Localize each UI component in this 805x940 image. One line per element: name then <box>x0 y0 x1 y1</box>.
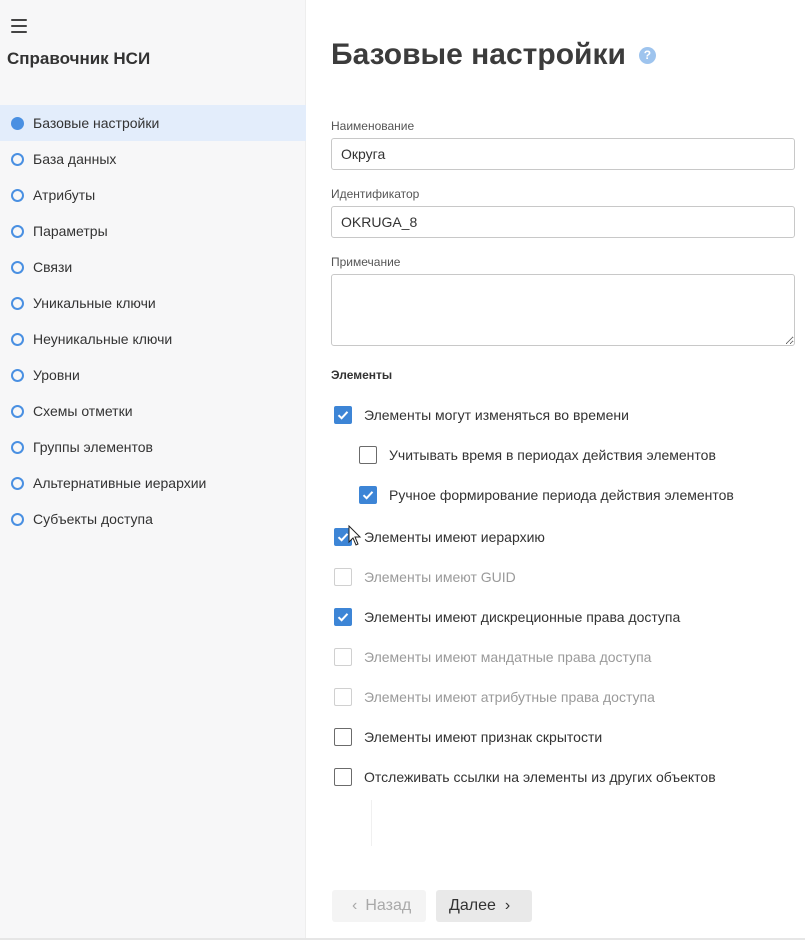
identifier-label: Идентификатор <box>331 187 420 201</box>
help-icon[interactable]: ? <box>639 47 656 64</box>
radio-icon <box>11 189 24 202</box>
radio-icon <box>11 513 24 526</box>
radio-icon <box>11 369 24 382</box>
sidebar-item-label: Субъекты доступа <box>33 511 153 527</box>
elements-section-label: Элементы <box>331 368 393 382</box>
mouse-cursor-icon <box>348 525 362 547</box>
checkbox-icon[interactable] <box>334 768 352 786</box>
radio-icon <box>11 297 24 310</box>
sidebar <box>0 0 306 940</box>
main-content <box>331 0 795 940</box>
divider <box>371 800 372 846</box>
radio-icon <box>11 117 24 130</box>
sidebar-nav <box>0 105 306 537</box>
sidebar-item-label: Базовые настройки <box>33 115 160 131</box>
checkbox-label: Элементы имеют атрибутные права доступа <box>364 689 655 705</box>
sidebar-item[interactable] <box>0 357 306 393</box>
sidebar-item[interactable] <box>0 285 306 321</box>
checkbox-checked-icon[interactable] <box>334 406 352 424</box>
sidebar-item-label: Группы элементов <box>33 439 153 455</box>
checkbox-row[interactable] <box>359 486 734 504</box>
checkbox-row <box>334 568 516 586</box>
next-button-label: Далее <box>449 897 496 914</box>
sidebar-item-label: Атрибуты <box>33 187 96 203</box>
sidebar-item-label: Неуникальные ключи <box>33 331 173 347</box>
page-title <box>331 38 656 72</box>
checkbox-label: Отслеживать ссылки на элементы из других объектов <box>364 769 716 785</box>
checkbox-label: Элементы имеют признак скрытости <box>364 729 603 745</box>
chevron-right-icon: › <box>504 897 511 914</box>
radio-icon <box>11 225 24 238</box>
checkbox-row[interactable] <box>359 446 716 464</box>
checkbox-icon <box>334 568 352 586</box>
checkbox-row[interactable] <box>334 406 629 424</box>
checkbox-label: Элементы имеют иерархию <box>364 529 545 545</box>
app-title: Справочник НСИ <box>7 49 151 68</box>
sidebar-item[interactable] <box>0 213 306 249</box>
radio-icon <box>11 477 24 490</box>
chevron-left-icon: ‹ <box>352 897 358 914</box>
checkbox-row <box>334 688 655 706</box>
radio-icon <box>11 333 24 346</box>
checkbox-row[interactable] <box>334 608 680 626</box>
sidebar-item[interactable] <box>0 321 306 357</box>
note-label: Примечание <box>331 255 401 269</box>
sidebar-item-label: База данных <box>33 151 117 167</box>
checkbox-icon[interactable] <box>334 728 352 746</box>
checkbox-label: Элементы имеют мандатные права доступа <box>364 649 652 665</box>
sidebar-item[interactable] <box>0 501 306 537</box>
checkbox-row[interactable] <box>334 528 545 546</box>
note-textarea[interactable] <box>331 274 795 346</box>
checkbox-label: Элементы имеют дискреционные права доступа <box>364 609 681 625</box>
sidebar-item-label: Уровни <box>33 367 80 383</box>
checkbox-checked-icon[interactable] <box>334 608 352 626</box>
page-title-text: Базовые настройки <box>331 38 626 71</box>
sidebar-item[interactable] <box>0 177 306 213</box>
checkbox-label: Элементы могут изменяться во времени <box>364 407 629 423</box>
checkbox-row[interactable] <box>334 728 602 746</box>
sidebar-item-label: Параметры <box>33 223 108 239</box>
sidebar-item-label: Схемы отметки <box>33 403 133 419</box>
checkbox-checked-icon[interactable] <box>359 486 377 504</box>
checkbox-row[interactable] <box>334 768 716 786</box>
checkbox-label: Ручное формирование периода действия элементов <box>389 487 734 503</box>
identifier-input[interactable] <box>331 206 795 238</box>
sidebar-item-label: Уникальные ключи <box>33 295 156 311</box>
name-input[interactable] <box>331 138 795 170</box>
radio-icon <box>11 153 24 166</box>
radio-icon <box>11 441 24 454</box>
name-label: Наименование <box>331 119 415 133</box>
sidebar-item[interactable] <box>0 429 306 465</box>
checkbox-icon <box>334 648 352 666</box>
sidebar-item[interactable] <box>0 141 306 177</box>
radio-icon <box>11 261 24 274</box>
sidebar-item[interactable] <box>0 105 306 141</box>
next-button[interactable] <box>436 890 532 922</box>
sidebar-item[interactable] <box>0 393 306 429</box>
menu-icon[interactable] <box>11 19 27 33</box>
checkbox-label: Элементы имеют GUID <box>364 569 516 585</box>
checkbox-label: Учитывать время в периодах действия элементов <box>389 447 716 463</box>
sidebar-item[interactable] <box>0 465 306 501</box>
checkbox-icon[interactable] <box>359 446 377 464</box>
sidebar-item-label: Альтернативные иерархии <box>33 475 207 491</box>
back-button[interactable] <box>332 890 426 922</box>
back-button-label: Назад <box>365 897 412 914</box>
radio-icon <box>11 405 24 418</box>
sidebar-item-label: Связи <box>33 259 73 275</box>
checkbox-icon <box>334 688 352 706</box>
checkbox-row <box>334 648 651 666</box>
sidebar-item[interactable] <box>0 249 306 285</box>
